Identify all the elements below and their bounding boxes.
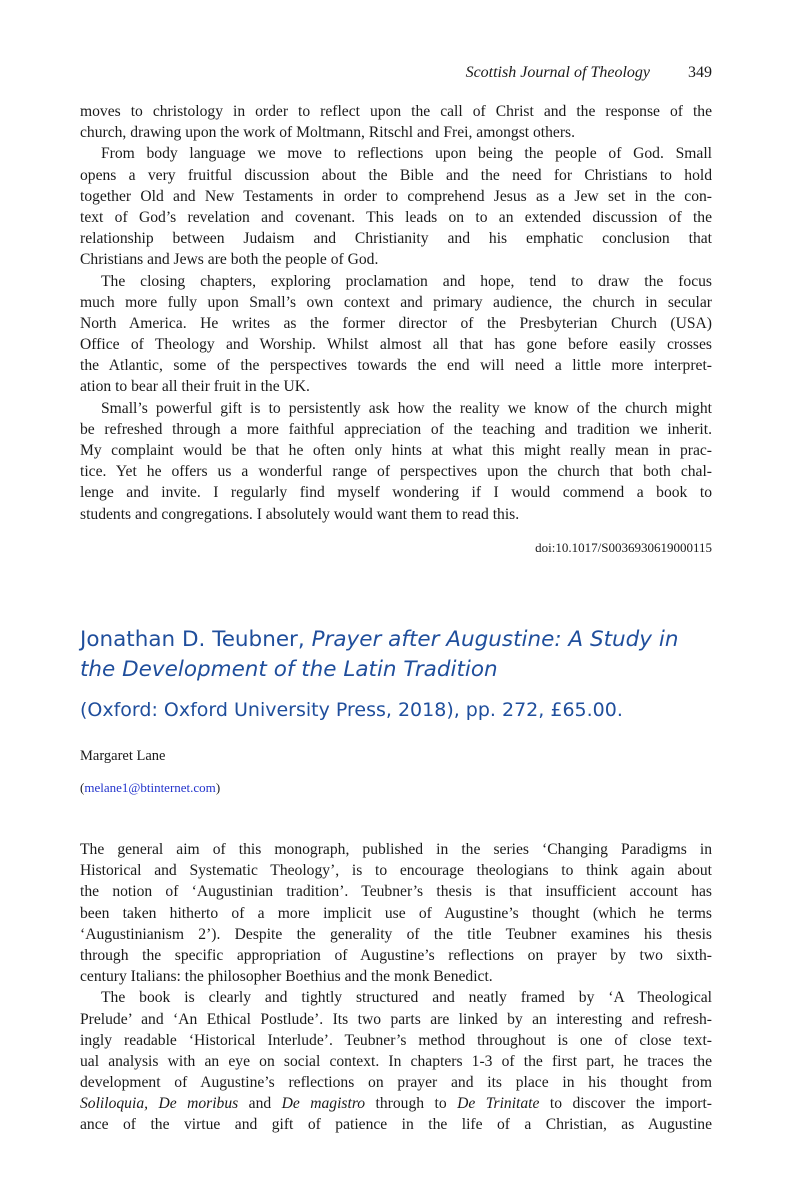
text-line: ation to bear all their fruit in the UK. xyxy=(80,378,310,396)
reviewer-email: (melane1@btinternet.com) xyxy=(80,780,221,795)
reviewer-name: Margaret Lane xyxy=(80,748,166,764)
italic-title: Soliloquia, De moribus xyxy=(80,1095,239,1113)
text-line: North America. He writes as the former director of the Presbyterian Church (USA) xyxy=(80,314,712,332)
text-line: Christians and Jews are both the people of God. xyxy=(80,251,379,269)
italic-title: De Trinitate xyxy=(457,1095,540,1113)
text-line: ingly readable ‘Historical Interlude’. Teubner’s method throughout is one of close text- xyxy=(80,1031,712,1049)
text-line: be refreshed through a more faithful appreciation of the teaching and tradition we inherit. xyxy=(80,420,712,438)
text-line: Office of Theology and Worship. Whilst almost all that has gone before easily crosses xyxy=(80,336,712,354)
book-author: Jonathan D. Teubner, xyxy=(80,627,305,652)
email-link[interactable]: melane1@btinternet.com xyxy=(84,780,216,795)
text-line: ance of the virtue and gift of patience in the life of a Christian, as Augustine xyxy=(80,1116,712,1134)
paragraph xyxy=(80,101,712,143)
paragraph xyxy=(80,987,712,1135)
doi: doi:10.1017/S0036930619000115 xyxy=(535,540,712,555)
text-line: Small’s powerful gift is to persistently ask how the reality we know of the church might xyxy=(101,399,712,417)
text-line: The book is clearly and tightly structured and neatly framed by ‘A Theological xyxy=(101,989,712,1007)
text-line: The closing chapters, exploring proclamation and hope, tend to draw the focus xyxy=(101,272,712,290)
text-line: much more fully upon Small’s own context and primary audience, the church in secular xyxy=(80,293,712,311)
text-line: From body language we move to reflections upon being the people of God. Small xyxy=(101,145,712,163)
text-line: church, drawing upon the work of Moltmann, Ritschl and Frei, amongst others. xyxy=(80,124,576,142)
text-line: been taken hitherto of a more implicit use of Augustine’s thought (which he terms xyxy=(80,904,712,922)
publication-info: (Oxford: Oxford University Press, 2018), pp. 272, £65.00. xyxy=(80,699,623,721)
book-title: Prayer after Augustine: A Study in the Development of the Latin Tradition xyxy=(80,627,679,682)
text-line: ‘Augustinianism 2’). Despite the generality of the title Teubner examines his thesis xyxy=(80,925,712,943)
text-line: relationship between Judaism and Christianity and his emphatic conclusion that xyxy=(80,230,712,248)
text-line: the notion of ‘Augustinian tradition’. Teubner’s thesis is that insufficient account has xyxy=(80,883,712,901)
text-line: students and congregations. I absolutely would want them to read this. xyxy=(80,505,520,523)
text-line: lenge and invite. I regularly find myself wondering if I would commend a book to xyxy=(80,484,712,502)
text-line: My complaint would be that he often only hints at what this might really mean in prac- xyxy=(80,442,712,459)
text-line: The general aim of this monograph, published in the series ‘Changing Paradigms in xyxy=(80,841,712,858)
text-line: moves to christology in order to reflect upon the call of Christ and the response of the xyxy=(80,103,712,120)
paragraph xyxy=(80,398,712,525)
text-line: together Old and New Testaments in order to comprehend Jesus as a Jew set in the con- xyxy=(80,187,712,205)
journal-title: Scottish Journal of Theology xyxy=(465,64,650,81)
review-2-body xyxy=(80,839,712,1136)
text-line: text of God’s revelation and covenant. This leads on to an extended discussion of the xyxy=(80,208,712,226)
text-line: tice. Yet he offers us a wonderful range of perspectives upon the church that both chal- xyxy=(80,463,712,481)
page-number: 349 xyxy=(688,64,712,81)
paragraph xyxy=(80,271,712,398)
text-line: opens a very fruitful discussion about the Bible and the need for Christians to hold xyxy=(80,166,712,184)
text-line: through the specific appropriation of Augustine’s reflections on prayer by two sixth- xyxy=(80,946,712,964)
review-1-body xyxy=(80,101,712,525)
text-line: Prelude’ and ‘An Ethical Postlude’. Its two parts are linked by an interesting and refresh- xyxy=(80,1010,712,1028)
text-line: development of Augustine’s reflections on prayer and its place in his thought from xyxy=(80,1074,712,1092)
italic-title: De magistro xyxy=(281,1095,366,1113)
text-line: ual analysis with an eye on social context. In chapters 1-3 of the first part, he traces the xyxy=(80,1052,712,1070)
text-line: the Atlantic, some of the perspectives towards the end will need a little more interpret- xyxy=(80,357,712,375)
review-title xyxy=(80,625,720,685)
running-header xyxy=(466,64,712,82)
paragraph xyxy=(80,143,712,270)
text-line: Historical and Systematic Theology’, is to encourage theologians to think again about xyxy=(80,862,712,880)
text-line: century Italians: the philosopher Boethius and the monk Benedict. xyxy=(80,968,493,986)
text-line: Soliloquia, De moribus and De magistro through to De Trinitate to discover the import- xyxy=(80,1095,712,1113)
paragraph xyxy=(80,839,712,987)
